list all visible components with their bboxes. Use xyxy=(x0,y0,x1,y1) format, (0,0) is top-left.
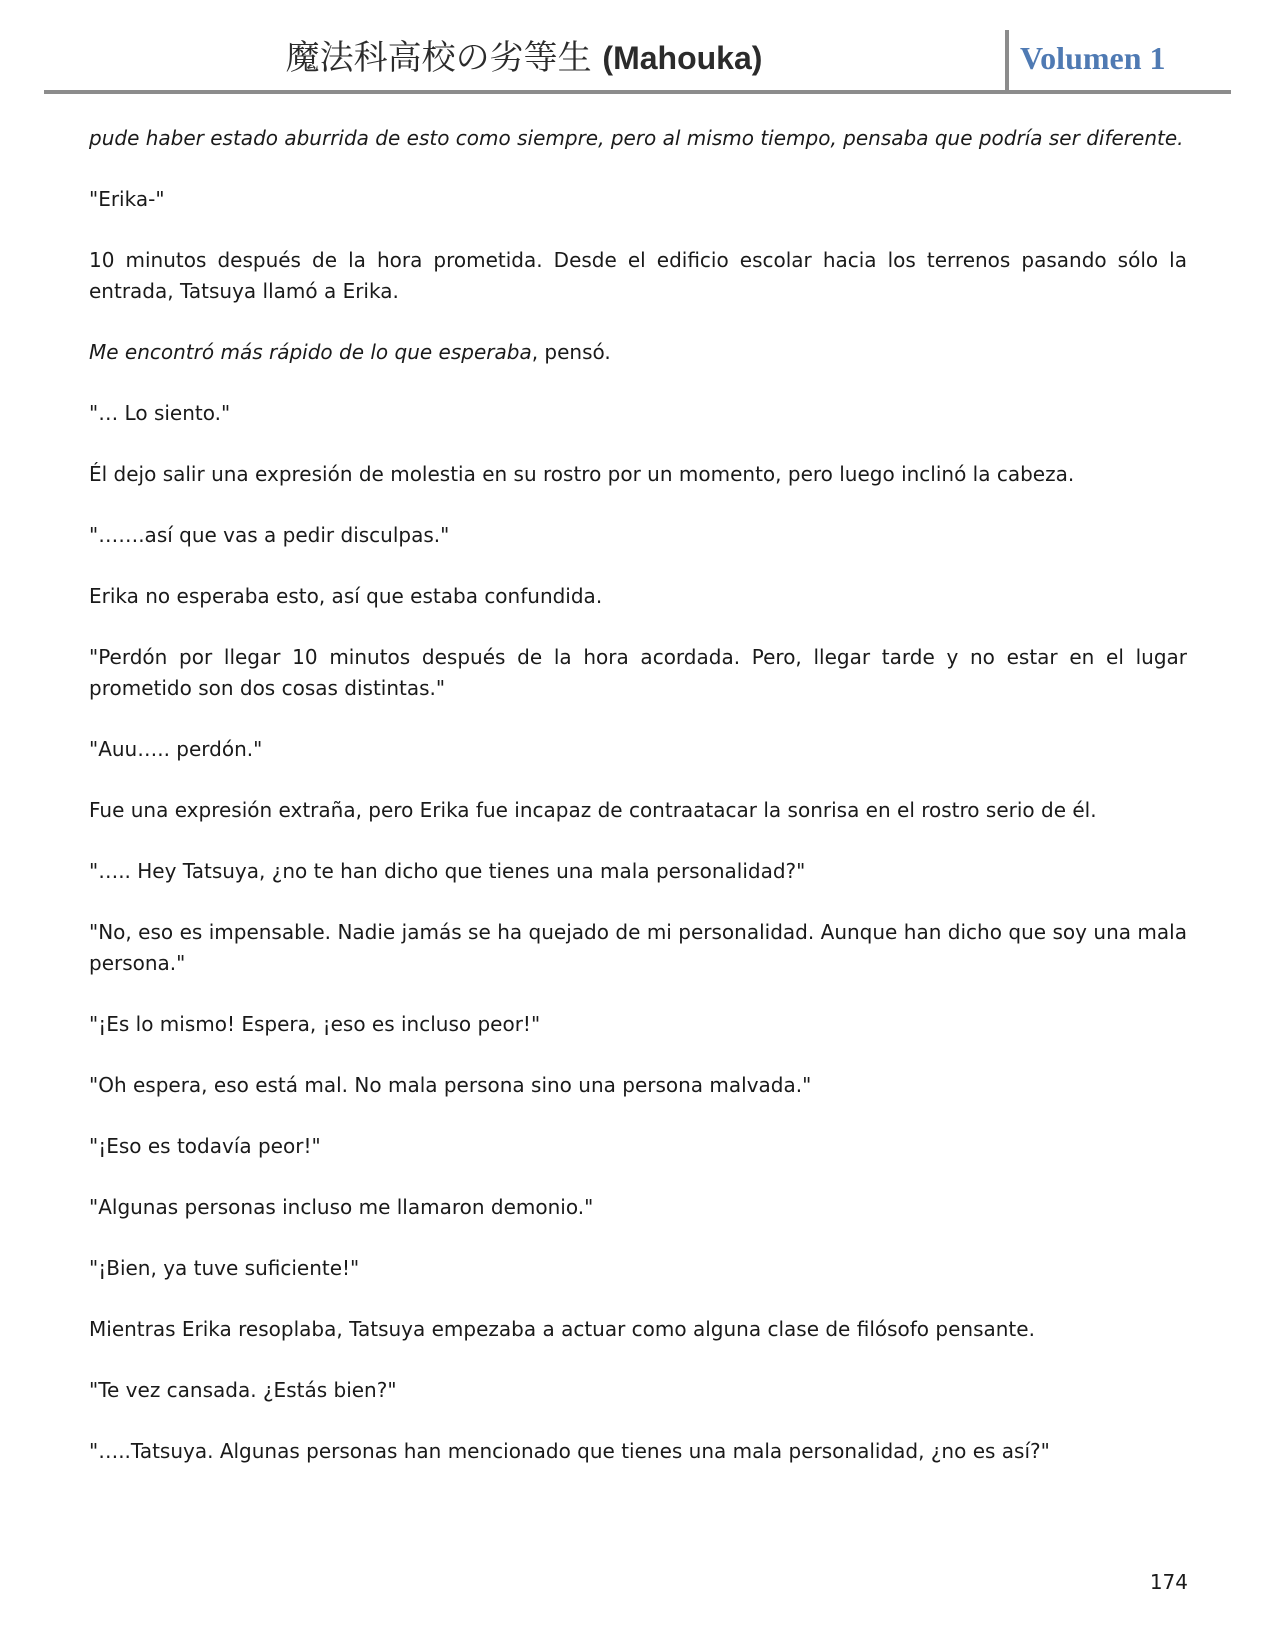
paragraph-rest: , pensó. xyxy=(531,340,611,364)
paragraph: "Auu….. perdón." xyxy=(89,737,263,761)
volume-label: Volumen 1 xyxy=(1020,40,1166,76)
header-rule xyxy=(44,90,1231,94)
paragraph: "Perdón por llegar 10 minutos después de la hora acordada. Pero, llegar tarde y no estar en el lugar prometido son dos cosas distintas." xyxy=(89,645,1187,700)
paragraph: "¡Es lo mismo! Espera, ¡eso es incluso peor!" xyxy=(89,1012,541,1036)
paragraph: Erika no esperaba esto, así que estaba confundida. xyxy=(89,584,603,608)
paragraph: "….. Hey Tatsuya, ¿no te han dicho que tienes una mala personalidad?" xyxy=(89,859,806,883)
header-divider xyxy=(1005,30,1009,93)
paragraph: "No, eso es impensable. Nadie jamás se ha quejado de mi personalidad. Aunque han dicho que soy una mala persona." xyxy=(89,920,1187,975)
paragraph: "Erika-" xyxy=(89,187,165,211)
paragraph: "Te vez cansada. ¿Estás bien?" xyxy=(89,1378,397,1402)
paragraph: Mientras Erika resoplaba, Tatsuya empezaba a actuar como alguna clase de filósofo pensante. xyxy=(89,1317,1035,1341)
paragraph: "Algunas personas incluso me llamaron demonio." xyxy=(89,1195,594,1219)
italic-thought: Me encontró más rápido de lo que esperaba xyxy=(89,340,532,364)
paragraph: "¡Eso es todavía peor!" xyxy=(89,1134,321,1158)
paragraph: "¡Bien, ya tuve suficiente!" xyxy=(89,1256,360,1280)
book-title xyxy=(44,36,1004,80)
book-title-latin: (Mahouka) xyxy=(602,40,763,76)
paragraph xyxy=(89,337,1187,368)
page-body xyxy=(89,123,1187,1497)
paragraph: "… Lo siento." xyxy=(89,401,231,425)
book-title-japanese: 魔法科高校の劣等生 xyxy=(285,38,592,78)
paragraph: pude haber estado aburrida de esto como siempre, pero al mismo tiempo, pensaba que podría ser diferente. xyxy=(89,126,1184,150)
paragraph: Fue una expresión extraña, pero Erika fue incapaz de contraatacar la sonrisa en el rostro serio de él. xyxy=(89,798,1097,822)
page-number: 174 xyxy=(1149,1570,1188,1594)
paragraph: "…..Tatsuya. Algunas personas han mencionado que tienes una mala personalidad, ¿no es así?" xyxy=(89,1439,1050,1463)
page-header xyxy=(44,26,1231,94)
paragraph: 10 minutos después de la hora prometida. Desde el edificio escolar hacia los terrenos pasando sólo la entrada, Tatsuya llamó a Erika. xyxy=(89,248,1187,303)
paragraph: "Oh espera, eso está mal. No mala persona sino una persona malvada." xyxy=(89,1073,812,1097)
paragraph: Él dejo salir una expresión de molestia en su rostro por un momento, pero luego inclinó la cabeza. xyxy=(89,462,1075,486)
paragraph: "…….así que vas a pedir disculpas." xyxy=(89,523,450,547)
